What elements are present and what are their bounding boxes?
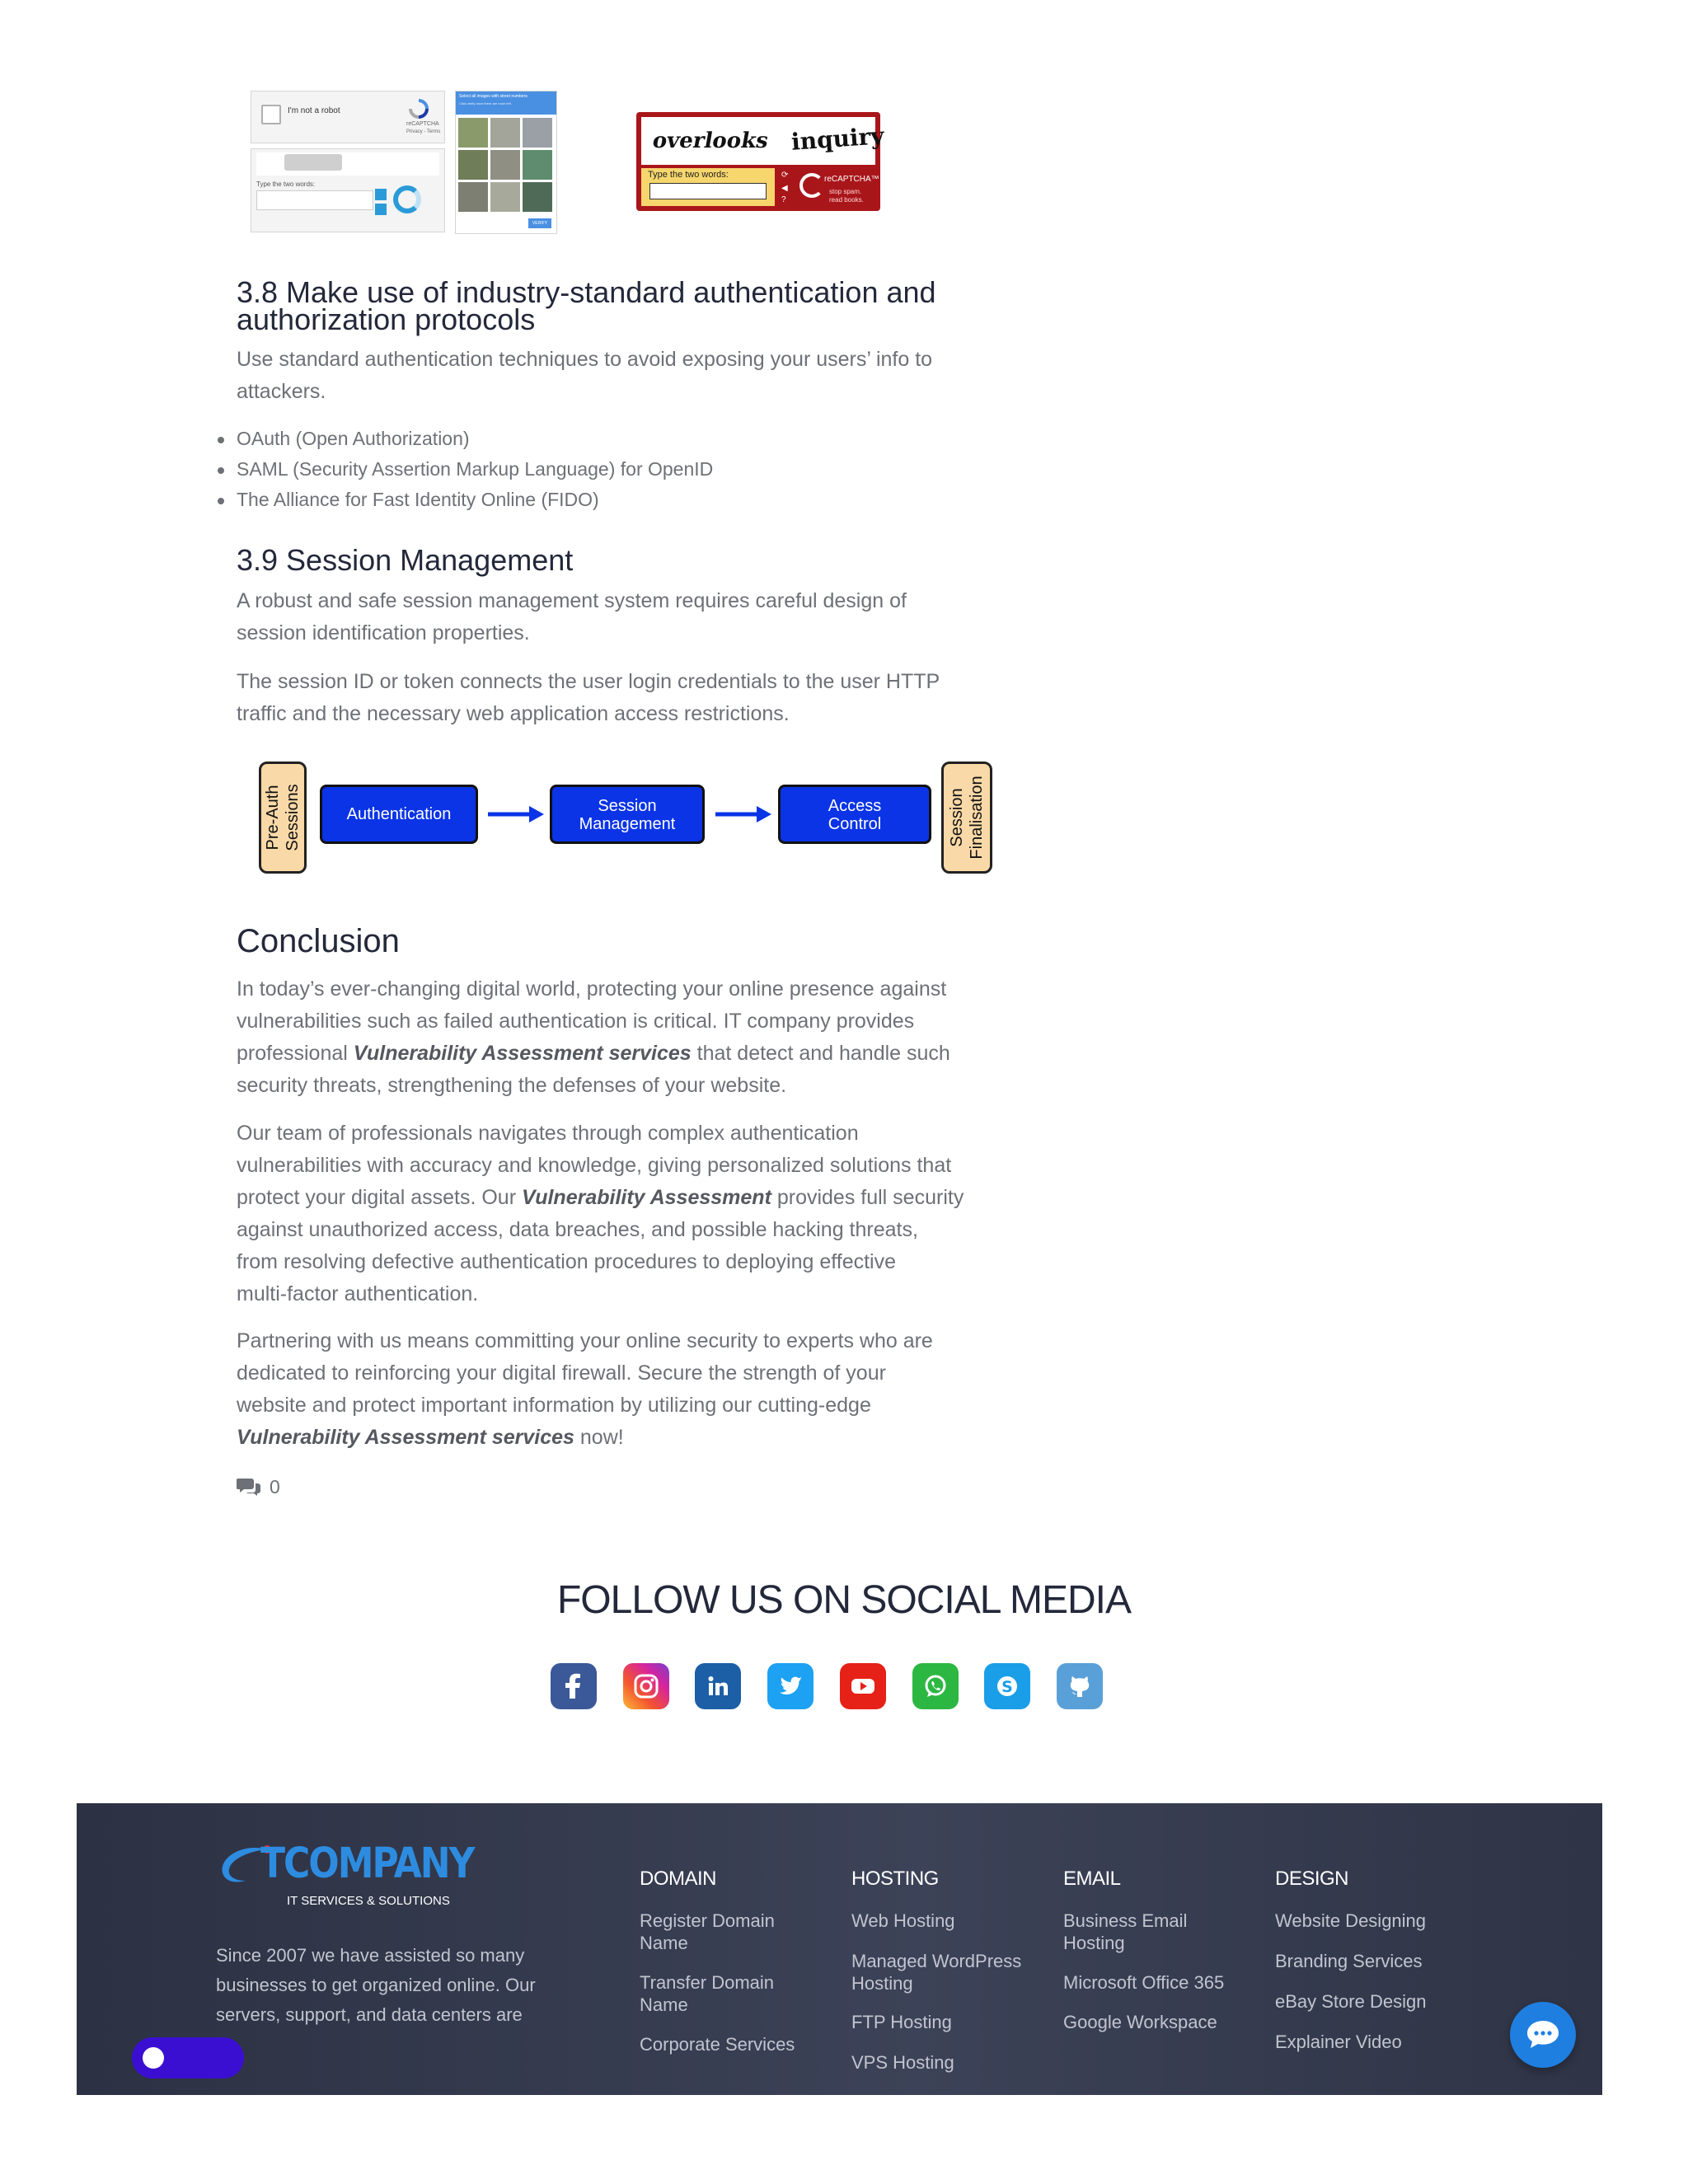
comments-icon bbox=[237, 1477, 261, 1497]
skype-link[interactable] bbox=[984, 1663, 1030, 1709]
recaptcha-privacy-terms: Privacy - Terms bbox=[406, 129, 441, 134]
image-grid-verify-button: VERIFY bbox=[528, 218, 551, 228]
captcha-prompt: Type the two words: bbox=[256, 180, 316, 188]
captcha-words-prompt: Type the two words: bbox=[648, 170, 729, 180]
footer-heading-domain: DOMAIN bbox=[640, 1868, 716, 1890]
conclusion-paragraph-3: Partnering with us means committing your online security to experts who are dedicated to reinforcing your digital firewall. Secure the strength of your website and protect important information by utilizing our cutting-edge Vulnerability Assessment services now! bbox=[237, 1329, 933, 1449]
youtube-icon bbox=[848, 1671, 878, 1701]
conclusion-paragraph-2: Our team of professionals navigates through complex authentication vulnerabilities with accuracy and knowledge, giving personalized solutions that protect your digital assets. Our Vulnerability Assessment provides full security against unauthorized access, data breaches, and possible hacking threats, from resolving defective authentication procedures to deploying effective multi-factor authentication. bbox=[237, 1122, 964, 1305]
section-3-9-paragraph-2: The session ID or token connects the user login credentials to the user HTTP traffic and the necessary web application access restrictions. bbox=[237, 670, 940, 725]
linkedin-link[interactable] bbox=[695, 1663, 741, 1709]
whatsapp-link[interactable] bbox=[912, 1663, 959, 1709]
conclusion-paragraph-1: In today’s ever-changing digital world, protecting your online presence against vulnerabilities such as failed authentication is critical. IT company provides professional Vulnerability Assessment services that detect and handle such security threats, strengthening the defenses of your website. bbox=[237, 977, 950, 1097]
twitter-icon bbox=[776, 1671, 805, 1701]
access-control-box: Access Control bbox=[778, 785, 931, 844]
footer-about: Since 2007 we have assisted so many businesses to get organized online. Our servers, support, and data centers are bbox=[216, 1945, 536, 2025]
recaptcha-checkbox bbox=[261, 105, 281, 124]
arrow-right-icon bbox=[486, 804, 546, 824]
footer-link-google-workspace[interactable]: Google Workspace bbox=[1063, 2012, 1217, 2032]
logo-text: TCOMPANY bbox=[260, 1840, 474, 1888]
session-flow-diagram bbox=[256, 758, 997, 879]
authentication-box: Authentication bbox=[320, 785, 478, 844]
recaptcha-tagline-2: read books. bbox=[829, 196, 864, 204]
section-3-9-heading: 3.9 Session Management bbox=[237, 543, 574, 577]
service-link: Vulnerability Assessment services bbox=[237, 1426, 574, 1449]
skype-icon bbox=[992, 1671, 1022, 1701]
footer-heading-email: EMAIL bbox=[1063, 1868, 1121, 1890]
captcha-input bbox=[256, 190, 373, 210]
captcha-word-2: inquiry bbox=[790, 122, 885, 156]
linkedin-icon bbox=[703, 1671, 733, 1701]
arrow-right-icon bbox=[714, 804, 773, 824]
recaptcha-brand-label: reCAPTCHA™ bbox=[824, 175, 879, 184]
refresh-icon: ⟳ bbox=[781, 171, 789, 180]
whatsapp-icon bbox=[921, 1671, 950, 1701]
footer-heading-hosting: HOSTING bbox=[851, 1868, 939, 1890]
svg-text:S: S bbox=[1001, 1678, 1013, 1696]
social-heading: FOLLOW US ON SOCIAL MEDIA bbox=[556, 1578, 1131, 1622]
footer-link-website-designing[interactable]: Website Designing bbox=[1275, 1910, 1427, 1931]
youtube-link[interactable] bbox=[840, 1663, 886, 1709]
logo-tagline: IT SERVICES & SOLUTIONS bbox=[287, 1894, 450, 1908]
footer-link-corporate-services[interactable]: Corporate Services bbox=[640, 2034, 795, 2055]
conclusion-heading: Conclusion bbox=[237, 923, 400, 959]
github-link[interactable] bbox=[1057, 1663, 1103, 1709]
footer-link-ftp-hosting[interactable]: FTP Hosting bbox=[851, 2012, 952, 2032]
captcha-words-input bbox=[649, 183, 767, 199]
list-item: OAuth (Open Authorization) bbox=[237, 424, 713, 454]
facebook-icon bbox=[559, 1671, 588, 1701]
recaptcha-logo-icon bbox=[408, 98, 429, 120]
recaptcha-collage-image bbox=[247, 89, 562, 234]
recaptcha-checkbox-label: I'm not a robot bbox=[288, 106, 340, 115]
comments-link[interactable] bbox=[237, 1475, 280, 1498]
comments-count: 0 bbox=[270, 1475, 280, 1497]
github-icon bbox=[1065, 1671, 1095, 1701]
facebook-link[interactable] bbox=[551, 1663, 597, 1709]
footer-heading-design: DESIGN bbox=[1275, 1868, 1349, 1890]
image-grid-prompt: Select all images with street numbers bbox=[459, 94, 528, 99]
session-finalisation-box: Session Finalisation bbox=[941, 762, 992, 874]
footer-link-office-365[interactable]: Microsoft Office 365 bbox=[1063, 1972, 1225, 1993]
audio-icon bbox=[375, 204, 387, 215]
service-link: Vulnerability Assessment bbox=[521, 1186, 771, 1209]
toggle-knob bbox=[143, 2047, 164, 2069]
footer-link-branding-services[interactable]: Branding Services bbox=[1275, 1951, 1423, 1971]
pre-auth-sessions-box: Pre-Auth Sessions bbox=[259, 762, 307, 874]
twitter-link[interactable] bbox=[767, 1663, 814, 1709]
footer-link-register-domain[interactable]: Register Domain Name bbox=[640, 1910, 775, 1953]
list-item: SAML (Security Assertion Markup Language) for OpenID bbox=[237, 454, 713, 485]
footer-link-explainer-video[interactable]: Explainer Video bbox=[1275, 2032, 1402, 2052]
captcha-word-1: overlooks bbox=[650, 129, 771, 153]
footer-link-ebay-store-design[interactable]: eBay Store Design bbox=[1275, 1991, 1427, 2012]
footer-link-vps-hosting[interactable]: VPS Hosting bbox=[851, 2052, 954, 2073]
protocol-list bbox=[213, 424, 713, 515]
image-grid-hint: Click verify once there are none left. bbox=[459, 101, 512, 105]
footer-link-web-hosting[interactable]: Web Hosting bbox=[851, 1910, 955, 1931]
instagram-icon bbox=[631, 1671, 661, 1701]
list-item: The Alliance for Fast Identity Online (FIDO) bbox=[237, 485, 713, 515]
footer-link-transfer-domain[interactable]: Transfer Domain Name bbox=[640, 1972, 775, 2015]
audio-icon: ◀ bbox=[781, 184, 788, 193]
dark-mode-toggle[interactable] bbox=[132, 2037, 244, 2079]
footer-link-business-email[interactable]: Business Email Hosting bbox=[1063, 1910, 1188, 1953]
section-3-8-paragraph: Use standard authentication techniques to avoid exposing your users’ info to attackers. bbox=[237, 348, 933, 403]
chat-bubble-icon bbox=[1525, 2018, 1561, 2051]
recaptcha-tagline-1: stop spam. bbox=[829, 188, 862, 195]
section-3-8-heading: 3.8 Make use of industry-standard authentication and authorization protocols bbox=[237, 275, 936, 336]
footer-link-managed-wordpress[interactable]: Managed WordPress Hosting bbox=[851, 1951, 1022, 1994]
refresh-icon bbox=[375, 189, 387, 200]
chat-button[interactable] bbox=[1510, 2002, 1576, 2068]
company-logo[interactable] bbox=[218, 1840, 474, 1914]
instagram-link[interactable] bbox=[623, 1663, 669, 1709]
help-icon: ? bbox=[781, 195, 786, 204]
section-3-9-paragraph-1: A robust and safe session management system requires careful design of session identification properties. bbox=[237, 589, 907, 644]
session-management-box: Session Management bbox=[550, 785, 705, 844]
recaptcha-brand: reCAPTCHA bbox=[406, 121, 439, 127]
service-link: Vulnerability Assessment services bbox=[353, 1042, 692, 1065]
recaptcha-words-image bbox=[636, 112, 885, 211]
